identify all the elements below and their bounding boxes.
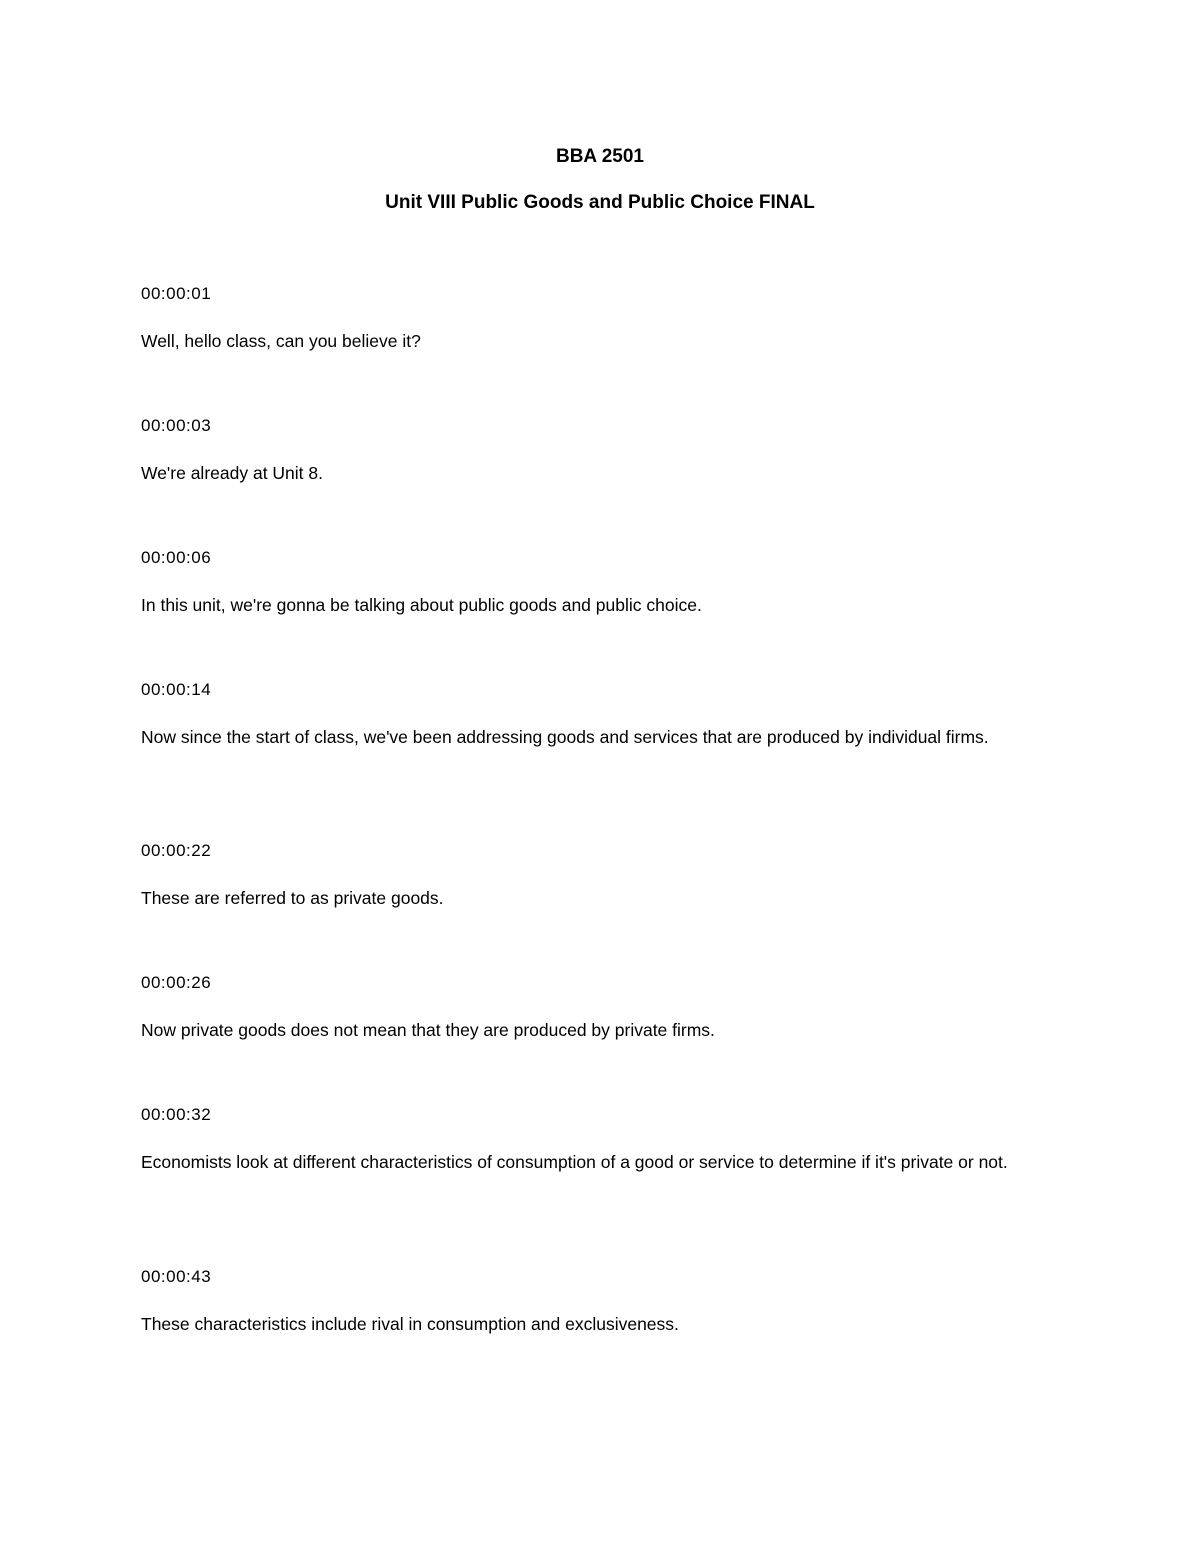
caption-text: These characteristics include rival in consumption and exclusiveness. <box>141 1314 679 1334</box>
timestamp: 00:00:32 <box>141 1105 212 1124</box>
transcript-entry <box>141 547 1051 620</box>
transcript-entry <box>141 679 1051 752</box>
transcript-entry <box>141 1104 1051 1177</box>
timestamp: 00:00:14 <box>141 680 212 699</box>
caption-text: Now since the start of class, we've been addressing goods and services that are produced by individual firms. <box>141 727 989 747</box>
timestamp: 00:00:26 <box>141 973 212 992</box>
timestamp: 00:00:06 <box>141 548 212 567</box>
timestamp: 00:00:22 <box>141 841 212 860</box>
caption-text: Well, hello class, can you believe it? <box>141 331 421 351</box>
caption-text: Now private goods does not mean that they are produced by private firms. <box>141 1020 715 1040</box>
transcript-entry <box>141 972 1051 1045</box>
caption-text: In this unit, we're gonna be talking about public goods and public choice. <box>141 595 702 615</box>
caption-text: We're already at Unit 8. <box>141 463 323 483</box>
caption-text: These are referred to as private goods. <box>141 888 444 908</box>
timestamp: 00:00:03 <box>141 416 212 435</box>
transcript-entry <box>141 415 1051 488</box>
caption-text: Economists look at different characteristics of consumption of a good or service to determine if it's private or not. <box>141 1152 1008 1172</box>
timestamp: 00:00:01 <box>141 284 212 303</box>
document-title: Unit VIII Public Goods and Public Choice FINAL <box>385 192 815 213</box>
transcript-entry <box>141 840 1051 913</box>
timestamp: 00:00:43 <box>141 1267 212 1286</box>
course-code: BBA 2501 <box>555 146 644 167</box>
transcript-entry <box>141 283 1051 356</box>
transcript-entry <box>141 1266 1051 1339</box>
